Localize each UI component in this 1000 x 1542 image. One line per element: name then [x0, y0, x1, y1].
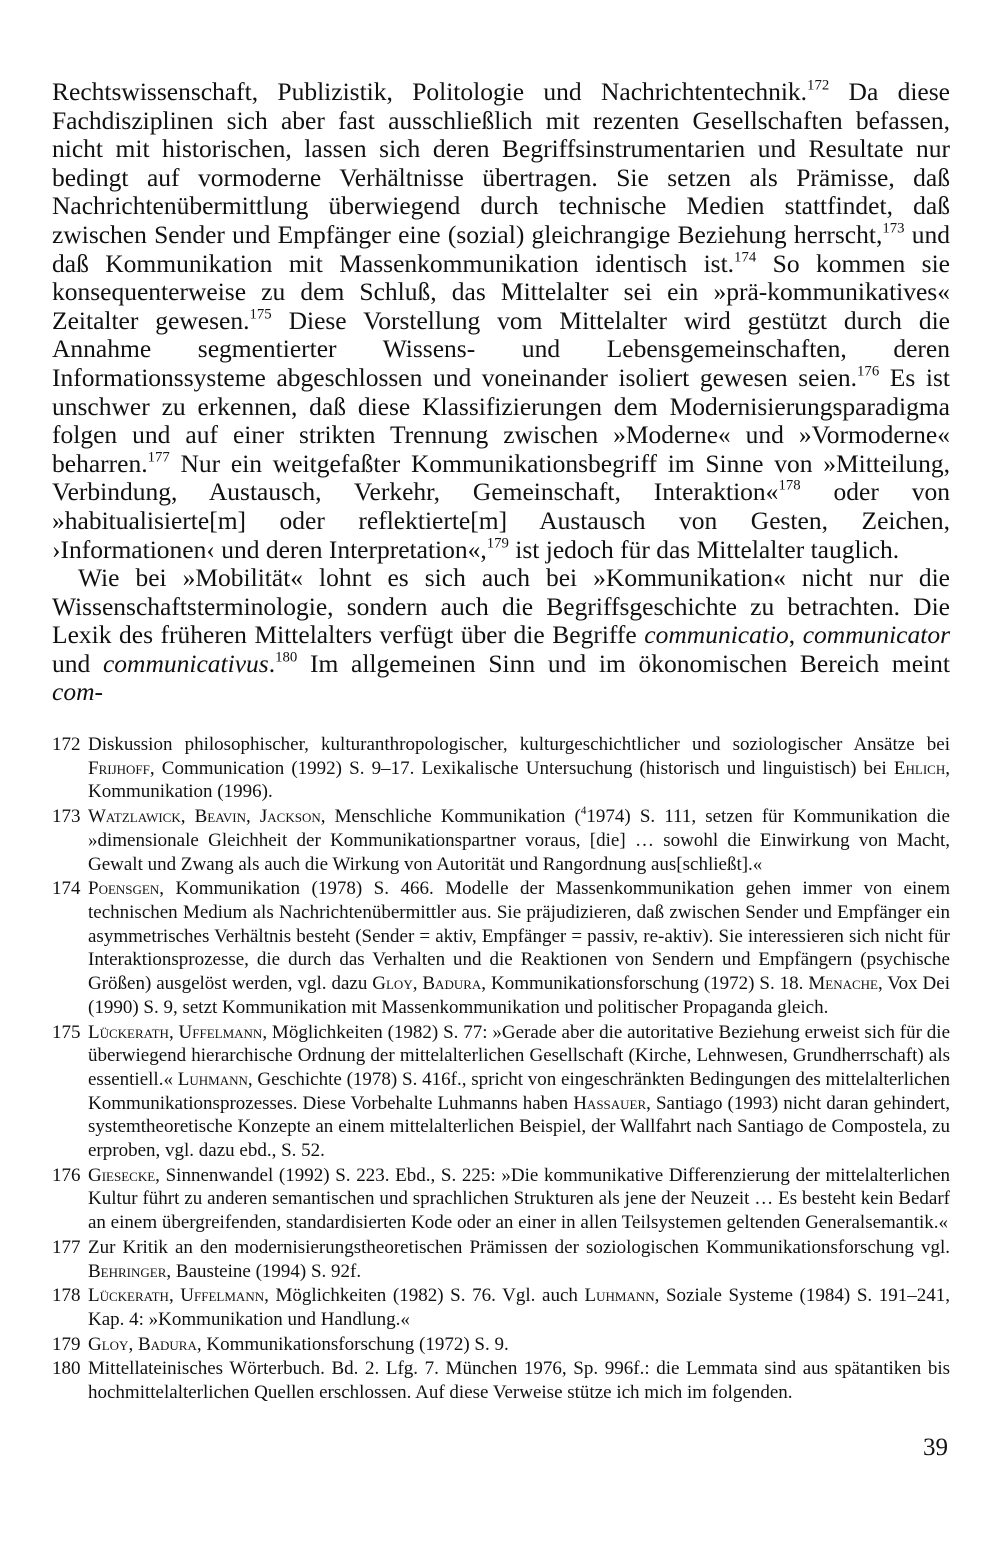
footnote-text: , Menschliche Kommunikation (: [320, 806, 581, 828]
footnote-ref-178: 178: [778, 477, 801, 494]
footnote-179: [52, 1333, 950, 1357]
footnote-ref-173: 173: [882, 220, 905, 237]
page-number: 39: [923, 1434, 948, 1461]
text-run: .: [268, 648, 276, 678]
author-name: Luhmann: [177, 1068, 248, 1090]
text-run: oder von »habitualisierte[m] oder reflektierte[m] Austausch von Gesten, Zeichen, ›Informationen‹ und deren Interpretation«,: [52, 477, 950, 564]
footnote-177: [52, 1236, 950, 1283]
footnote-text: , Soziale Systeme (1984) S. 191–241, Kap. 4: »Kommunikation und Handlung.«: [88, 1285, 951, 1330]
footnote-text: , Kommunikation (1978) S. 466. Modelle der Massenkommunikation gehen immer von einem technischen Medium als Nachrichtenübermittler aus. Sie präjudizieren, daß zwischen Sender und Empfänger ein asymmetrisches Verhältnis besteht (Sender = aktiv, Empfänger = passiv, re-aktiv). Sie interessieren sich nicht für Interaktionsprozesse, die durch das Verhalten und die Reaktionen von Sendern und Empfängern (psychische Größen) ausgelöst werden, vgl. dazu: [88, 878, 950, 995]
author-name: Watzlawick, Beavin, Jackson: [88, 806, 321, 828]
footnote-text: Zur Kritik an den modernisierungstheoretischen Prämissen der soziologischen Kommunikationsforschung vgl.: [88, 1236, 950, 1258]
italic-term: com-: [52, 677, 103, 707]
footnote-text: 1974) S. 111, setzen für Kommunikation die »dimensionale Gleichheit der Kommunikationspartner voraus, [die] … sowohl die Einwirkung von Macht, Gewalt und Zwang als auch die Wirkung von Autorität und Rangordnung aus[schließt].«: [88, 806, 950, 875]
footnote-text: , Bausteine (1994) S. 92f.: [166, 1260, 362, 1282]
author-name: Frijhoff: [88, 757, 150, 779]
footnote-number: 178: [52, 1285, 81, 1307]
text-run: ,: [788, 620, 803, 650]
author-name: Hassauer: [573, 1092, 647, 1114]
edition-number: 4: [580, 805, 587, 818]
paragraph-2: [52, 564, 950, 707]
footnote-ref-177: 177: [147, 449, 170, 466]
text-run: Im allgemeinen Sinn und im ökonomischen Bereich meint: [297, 648, 951, 678]
text-run: So kommen sie konsequenterweise zu dem Schluß, das Mittelalter sei ein »prä-kommunikatives« Zeitalter gewesen.: [52, 248, 950, 335]
author-name: Gloy, Badura: [372, 973, 482, 995]
footnote-number: 172: [52, 734, 81, 756]
text-run: und daß Kommunikation mit Massenkommunikation identisch ist.: [52, 219, 950, 278]
footnote-text: Diskussion philosophischer, kulturanthropologischer, kulturgeschichtlicher und soziologischer Ansätze bei: [88, 734, 950, 756]
footnote-number: 173: [52, 806, 81, 828]
author-name: Menache: [808, 973, 878, 995]
footnotes: [52, 733, 950, 1405]
footnote-text: , Sinnenwandel (1992) S. 223. Ebd., S. 225: »Die kommunikative Differenzierung der mittelalterlichen Kultur führt zu anderen semantischen und sprachlichen Strukturen als jene der Neuzeit … Es besteht kein Bedarf an einem übergreifenden, standardisierten Kode oder an einer in allen Teilsystemen geltenden Generalsemantik.«: [88, 1164, 950, 1234]
author-name: Luhmann: [584, 1285, 655, 1307]
footnote-ref-176: 176: [857, 363, 880, 380]
footnote-text: , Vox Dei (1990) S. 9, setzt Kommunikation mit Massenkommunikation und politischer Propaganda gleich.: [88, 973, 950, 1018]
footnote-ref-179: 179: [486, 534, 509, 551]
footnote-text: , Kommunikation (1996).: [88, 757, 950, 803]
author-name: Behringer: [88, 1260, 167, 1282]
footnote-text: , Möglichkeiten (1982) S. 76. Vgl. auch: [264, 1285, 585, 1307]
footnote-number: 176: [52, 1164, 81, 1186]
footnote-number: 177: [52, 1236, 81, 1258]
text-run: Nur ein weitgefaßter Kommunikationsbegriff im Sinne von »Mitteilung, Verbindung, Austausch, Verkehr, Gemeinschaft, Interaktion«: [52, 448, 950, 507]
author-name: Lückerath, Uffelmann: [88, 1285, 265, 1307]
text-run: ist jedoch für das Mittelalter tauglich.: [508, 534, 900, 564]
footnote-178: [52, 1284, 950, 1331]
italic-term: communicativus: [102, 648, 269, 678]
italic-term: communicatio: [644, 620, 789, 650]
text-run: Es ist unschwer zu erkennen, daß diese Klassifizierungen dem Modernisierungsparadigma folgen und auf einer strikten Trennung zwischen »Moderne« und »Vormoderne« beharren.: [52, 362, 950, 478]
text-run: Da diese Fachdisziplinen sich aber fast ausschließlich mit rezenten Gesellschaften befassen, nicht mit historischen, lassen sich deren Begriffsinstrumentarien und Resultate nur bedingt auf vormoderne Verhältnisse übertragen. Sie setzen als Prämisse, daß Nachrichtenübermittlung überwiegend durch technische Medien stattfindet, daß zwischen Sender und Empfänger eine (sozial) gleichrangige Beziehung herrscht,: [52, 77, 950, 249]
author-name: Gloy, Badura: [88, 1333, 197, 1355]
footnote-text: , Möglichkeiten (1982) S. 77: »Gerade aber die autoritative Beziehung erweist sich für die überwiegend hierarchische Ordnung der mittelalterlichen Gesellschaft (Kirche, Lehnwesen, Grundherrschaft) als essentiell.«: [88, 1021, 950, 1090]
footnote-ref-175: 175: [249, 306, 272, 323]
main-text: [52, 78, 950, 707]
author-name: Giesecke: [88, 1164, 156, 1186]
author-name: Ehlich: [893, 757, 946, 779]
footnote-number: 180: [52, 1358, 81, 1380]
footnote-ref-174: 174: [734, 248, 757, 265]
author-name: Poensgen: [88, 878, 160, 900]
footnote-180: [52, 1357, 950, 1404]
footnote-text: , Geschichte (1978) S. 416f., spricht von eingeschränkten Bedingungen des mittelalterlichen Kommunikationsprozesses. Diese Vorbehalte Luhmanns haben: [88, 1068, 950, 1114]
paragraph-1: [52, 78, 950, 564]
text-run: und: [52, 648, 103, 678]
author-name: Lückerath, Uffelmann: [88, 1021, 263, 1043]
footnote-ref-180: 180: [275, 649, 298, 666]
footnote-172: [52, 733, 950, 804]
footnote-number: 174: [52, 878, 81, 900]
italic-term: communicator: [802, 620, 951, 650]
footnote-number: 179: [52, 1333, 81, 1355]
footnote-175: [52, 1021, 950, 1163]
footnote-text: , Santiago (1993) nicht daran gehindert, systemtheoretische Konzepte an einem mittelalterlichen Beispiel, der Wallfahrt nach Santiago de Compostela, zu erproben, vgl. dazu ebd., S. 52.: [88, 1092, 950, 1162]
footnote-ref-172: 172: [807, 77, 830, 94]
footnote-173: [52, 805, 950, 876]
footnote-174: [52, 877, 950, 1019]
footnote-number: 175: [52, 1021, 81, 1043]
footnote-176: [52, 1164, 950, 1235]
footnote-text: , Kommunikationsforschung (1972) S. 9.: [196, 1333, 509, 1355]
footnote-text: , Kommunikationsforschung (1972) S. 18.: [481, 973, 809, 995]
text-run: Rechtswissenschaft, Publizistik, Politologie und Nachrichtentechnik.: [52, 77, 808, 106]
text-run: Wie bei »Mobilität« lohnt es sich auch bei »Kommunikation« nicht nur die Wissenschaftsterminologie, sondern auch die Begriffsgeschichte zu betrachten. Die Lexik des früheren Mittelalters verfügt über die Begriffe: [52, 563, 950, 650]
book-page: [52, 78, 950, 1406]
text-run: Diese Vorstellung vom Mittelalter wird gestützt durch die Annahme segmentierter Wissens- und Lebensgemeinschaften, deren Informationssysteme abgeschlossen und voneinander isoliert gewesen seien.: [52, 305, 951, 392]
footnote-text: Mittellateinisches Wörterbuch. Bd. 2. Lfg. 7. München 1976, Sp. 996f.: die Lemmata sind aus spätantiken bis hochmittelalterlichen Quellen erschlossen. Auf diese Verweise stütze ich mich im folgenden.: [88, 1358, 950, 1404]
footnote-text: , Communication (1992) S. 9–17. Lexikalische Untersuchung (historisch und linguistisch) bei: [149, 757, 894, 779]
